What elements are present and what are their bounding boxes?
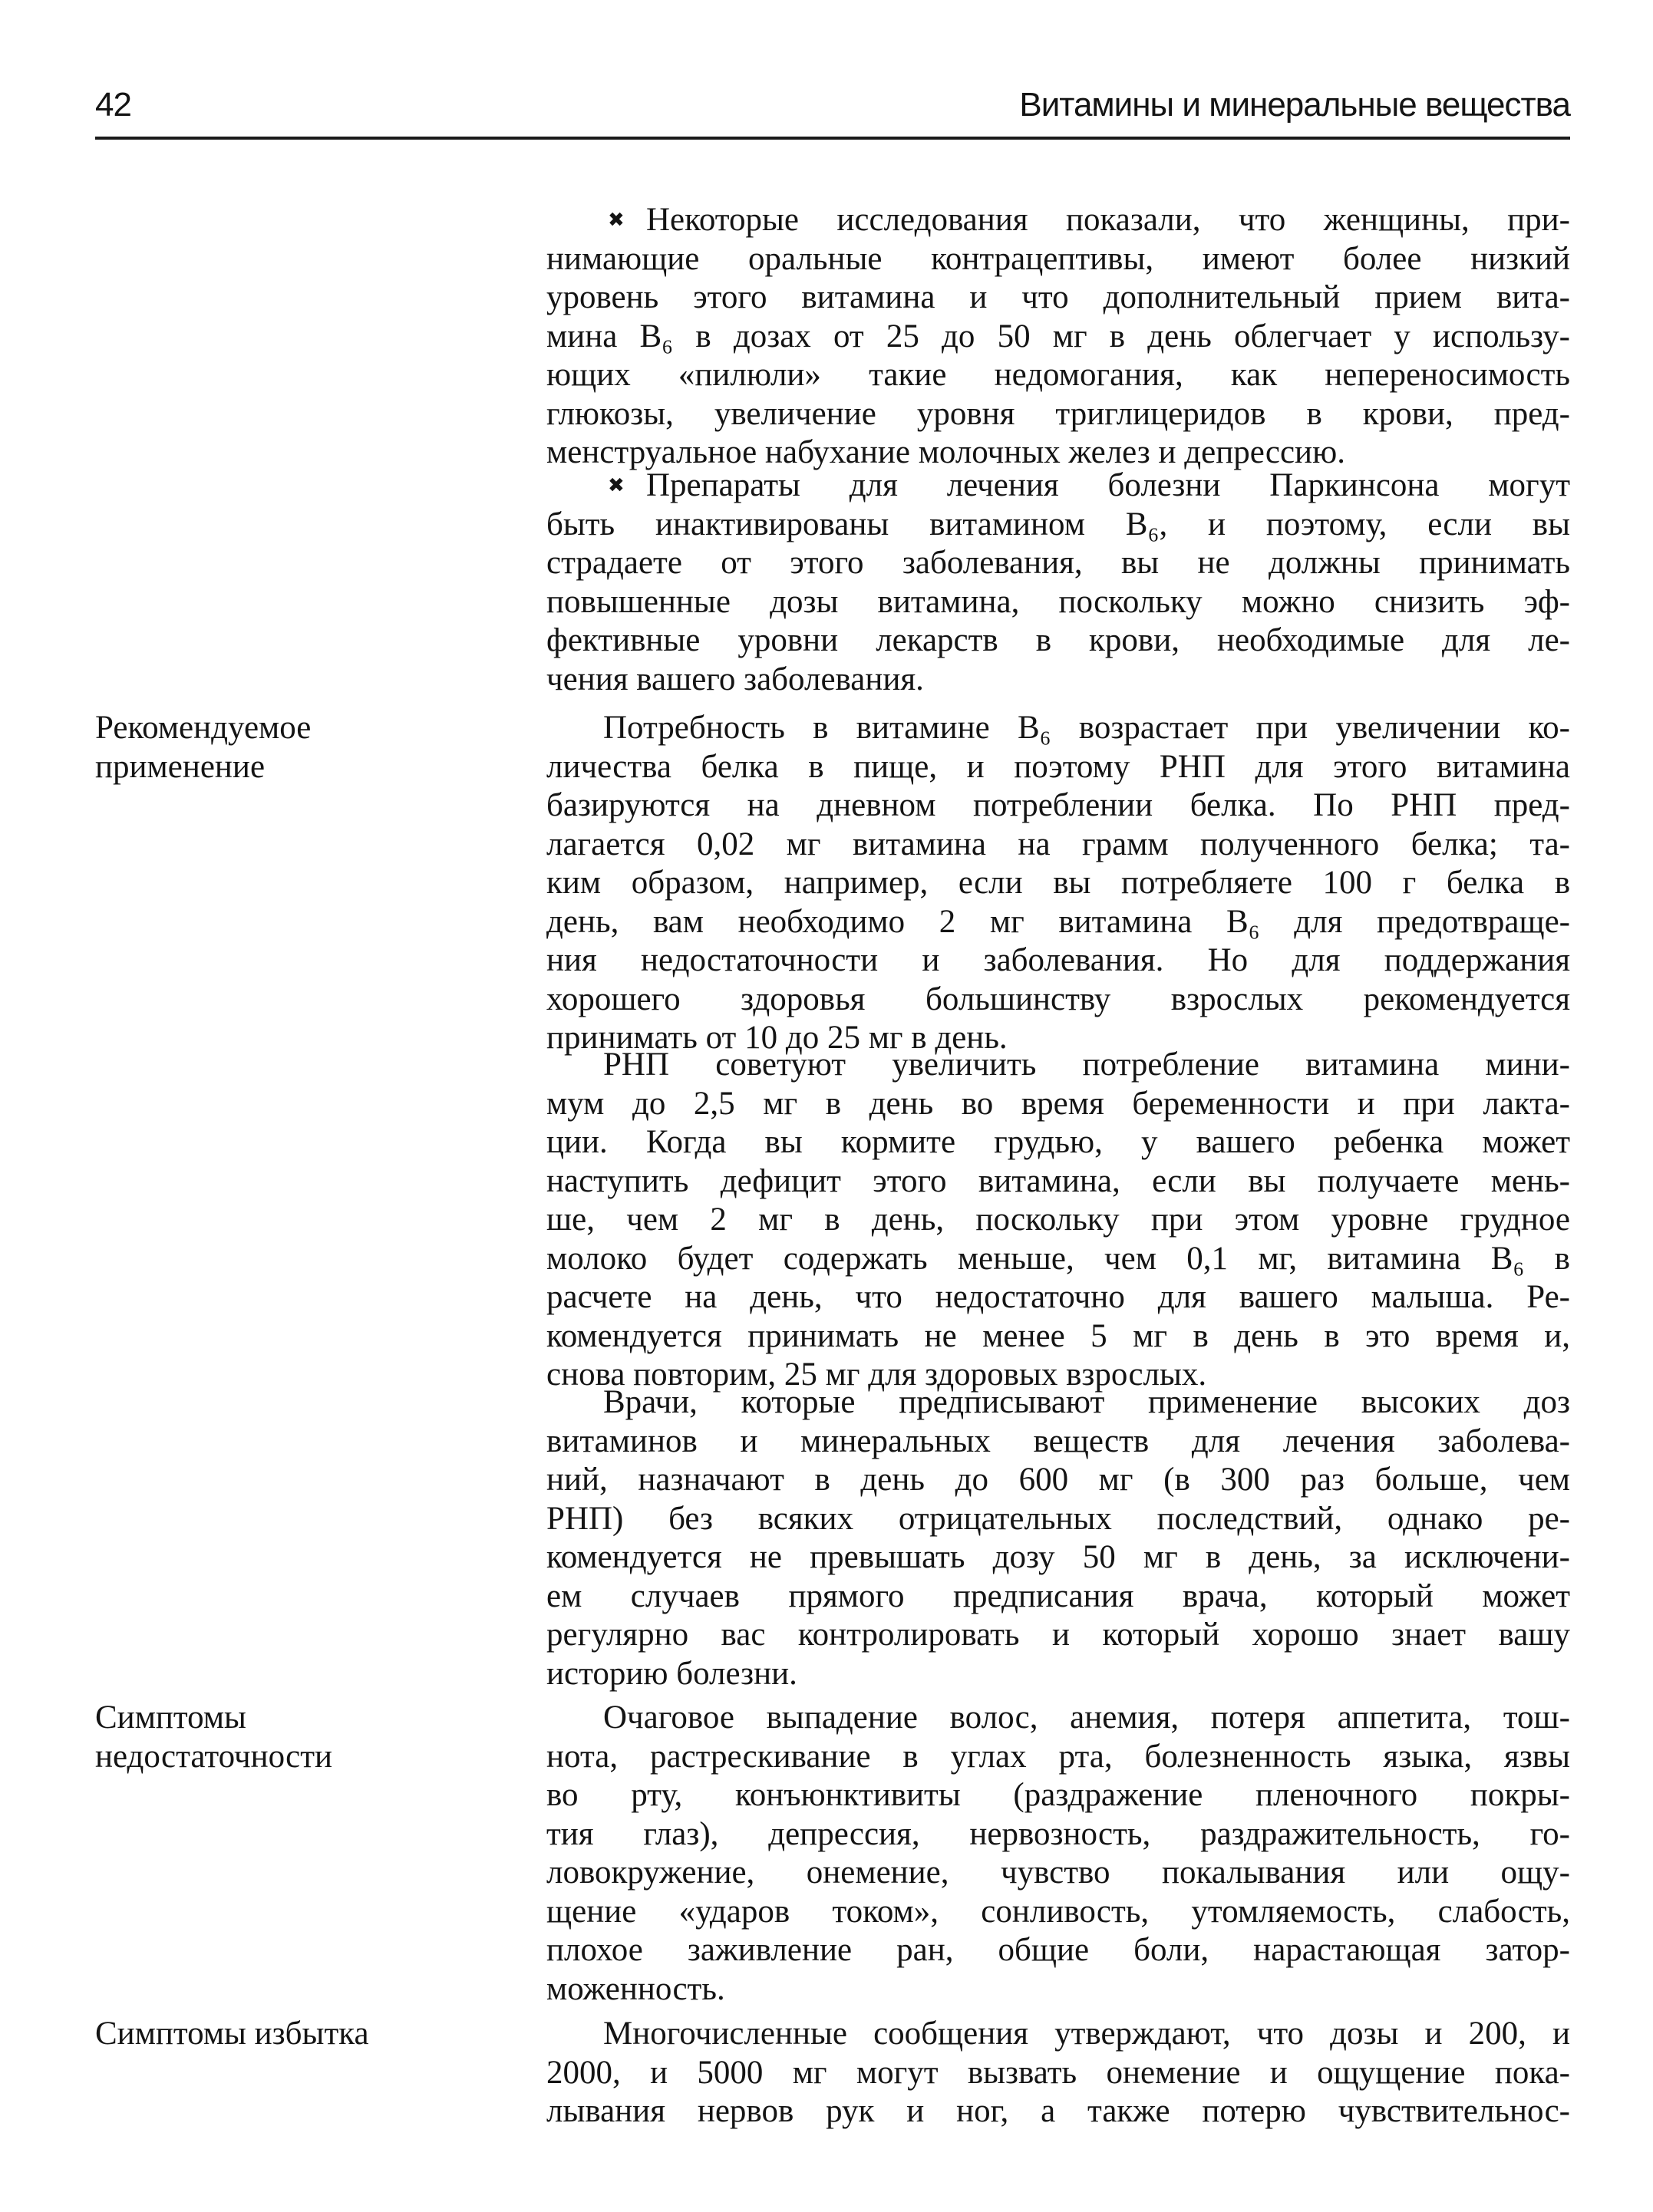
text-line: тия глаз), депрессия, нервозность, раздражительность, го- (546, 1815, 1570, 1852)
text-line: глюкозы, увеличение уровня триглицеридов в крови, пред- (546, 395, 1570, 432)
text-line: быть инактивированы витамином B₆, и поэтому, если вы (546, 506, 1570, 542)
text-line: РНП советуют увеличить потребление витамина мини- (603, 1047, 1570, 1083)
text-line: моженность. (546, 1970, 725, 2007)
section-label (95, 709, 311, 786)
bullet-paragraph (546, 201, 1570, 473)
text-line: ким образом, например, если вы потребляете 100 г белка в (546, 865, 1570, 901)
asterisk-bullet-icon: ✖ (608, 209, 625, 231)
text-line: расчете на день, что недостаточно для вашего малыша. Ре- (546, 1279, 1570, 1315)
text-line: комендуется не превышать дозу 50 мг в день, за исключени- (546, 1539, 1570, 1575)
text-line: мина B₆ в дозах от 25 до 50 мг в день облегчает у использу- (546, 318, 1570, 354)
text-line: Врачи, которые предписывают применение высоких доз (603, 1384, 1570, 1420)
text-line: комендуется принимать не менее 5 мг в день в это время и, (546, 1317, 1570, 1354)
text-line: наступить дефицит этого витамина, если вы получаете мень- (546, 1162, 1570, 1199)
text-line: Многочисленные сообщения утверждают, что дозы и 200, и (603, 2016, 1570, 2052)
section-label-line: Симптомы избытка (95, 2016, 369, 2052)
text-line: чения вашего заболевания. (546, 661, 924, 697)
text-line: страдаете от этого заболевания, вы не должны принимать (546, 545, 1570, 581)
running-title: Витамины и минеральные вещества (1019, 86, 1570, 124)
text-line: Препараты для лечения болезни Паркинсона могут ✖ (546, 466, 1570, 506)
text-line: принимать от 10 до 25 мг в день. (546, 1020, 1008, 1056)
text-line: хорошего здоровья большинству взрослых рекомендуется (546, 981, 1570, 1017)
text-line: молоко будет содержать меньше, чем 0,1 мг, витамина B₆ в (546, 1240, 1570, 1277)
text-line: Некоторые исследования показали, что женщины, при- ✖ (546, 201, 1570, 240)
text-line: Очаговое выпадение волос, анемия, потеря аппетита, тош- (603, 1699, 1570, 1736)
text-line: регулярно вас контролировать и который хорошо знает вашу (546, 1617, 1570, 1653)
section-label-line: Симптомы (95, 1699, 246, 1736)
asterisk-bullet-icon: ✖ (608, 474, 625, 496)
text-line: нимающие оральные контрацептивы, имеют более низкий (546, 240, 1570, 277)
text-line: повышенные дозы витамина, поскольку можно снизить эф- (546, 583, 1570, 620)
text-line: 2000, и 5000 мг могут вызвать онемение и ощущение пока- (546, 2054, 1570, 2091)
text-line: во рту, конъюнктивиты (раздражение пленочного покры- (546, 1777, 1570, 1813)
text-line: менструальное набухание молочных желез и депрессию. (546, 434, 1345, 470)
text-line: день, вам необходимо 2 мг витамина B₆ для предотвраще- (546, 903, 1570, 940)
text-line: личества белка в пище, и поэтому РНП для этого витамина (546, 748, 1570, 785)
text-line: щение «ударов током», сонливость, утомляемость, слабость, (546, 1893, 1570, 1930)
paragraph (546, 2015, 1570, 2131)
section-label (95, 2015, 369, 2054)
text-line: ющих «пилюли» такие недомогания, как непереносимость (546, 357, 1570, 393)
paragraph (546, 1383, 1570, 1693)
bullet-paragraph (546, 466, 1570, 699)
text-line: ния недостаточности и заболевания. Но для поддержания (546, 942, 1570, 978)
text-line: лывания нервов рук и ног, а также потерю чувствительнос- (546, 2093, 1570, 2129)
text-line: витаминов и минеральных веществ для лечения заболева- (546, 1422, 1570, 1459)
text-line: ловокружение, онемение, чувство покалывания или ощу- (546, 1854, 1570, 1891)
text-line: плохое заживление ран, общие боли, нарастающая затор- (546, 1932, 1570, 1968)
paragraph (546, 1699, 1570, 2009)
text-line: фективные уровни лекарств в крови, необходимые для ле- (546, 622, 1570, 658)
paragraph (546, 709, 1570, 1058)
text-line: ний, назначают в день до 600 мг (в 300 раз больше, чем (546, 1462, 1570, 1498)
text-line: ем случаев прямого предписания врача, который может (546, 1577, 1570, 1614)
text-line: лагается 0,02 мг витамина на грамм полученного белка; та- (546, 826, 1570, 862)
text-line: базируются на дневном потреблении белка. По РНП пред- (546, 787, 1570, 823)
section-label-line: применение (95, 748, 266, 785)
header-rule (95, 137, 1570, 140)
section-label (95, 1699, 332, 1776)
text-line: Потребность в витамине B₆ возрастает при увеличении ко- (603, 710, 1570, 746)
text-line: мум до 2,5 мг в день во время беременности и при лакта- (546, 1085, 1570, 1122)
text-line: РНП) без всяких отрицательных последствий, однако ре- (546, 1500, 1570, 1537)
text-line: снова повторим, 25 мг для здоровых взрослых. (546, 1357, 1207, 1393)
text-line: ше, чем 2 мг в день, поскольку при этом уровне грудное (546, 1202, 1570, 1238)
paragraph (546, 1046, 1570, 1395)
text-line: уровень этого витамина и что дополнительный прием вита- (546, 279, 1570, 315)
page-number: 42 (95, 86, 131, 124)
text-line: нота, растрескивание в углах рта, болезненность языка, язвы (546, 1738, 1570, 1775)
section-label-line: Рекомендуемое (95, 710, 312, 746)
text-line: ции. Когда вы кормите грудью, у вашего ребенка может (546, 1124, 1570, 1160)
section-label-line: недостаточности (95, 1738, 333, 1775)
text-line: историю болезни. (546, 1655, 797, 1692)
